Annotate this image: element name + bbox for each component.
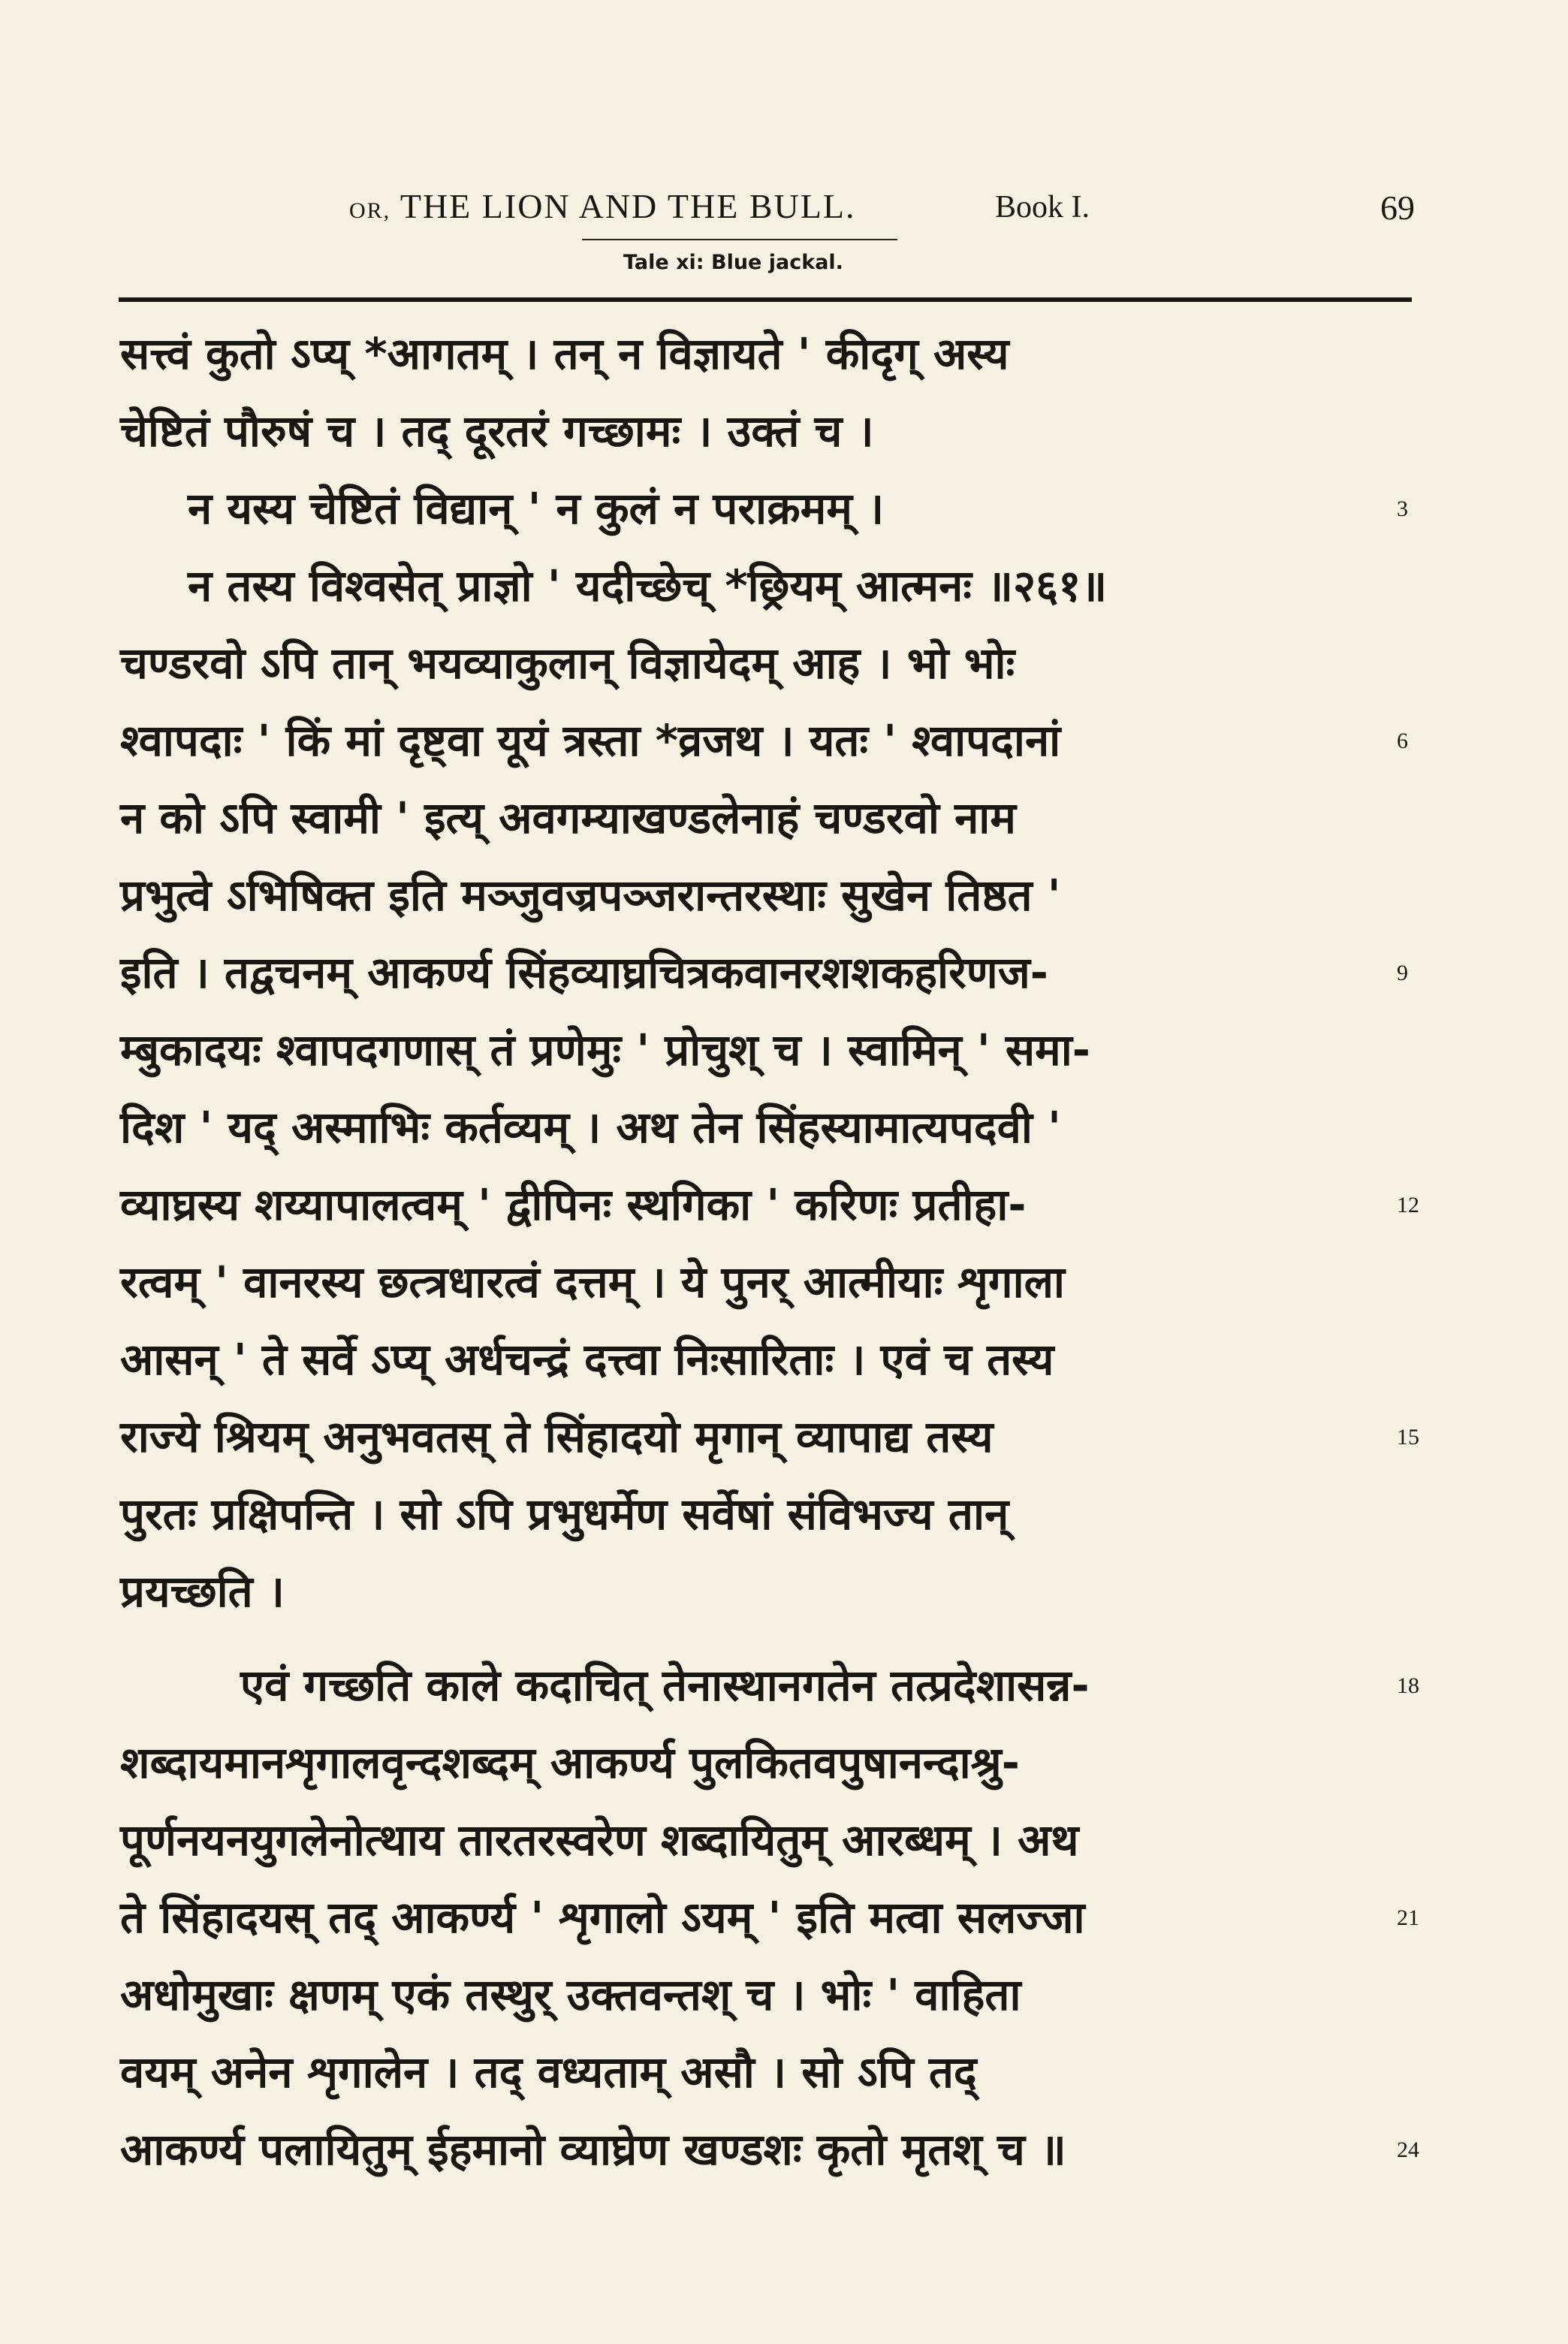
running-header [120, 186, 1442, 231]
text-line [120, 857, 1412, 934]
text-line [120, 1244, 1412, 1321]
header-or: OR, [349, 198, 391, 223]
text-line [120, 1166, 1419, 1244]
line-number: 21 [1397, 1905, 1419, 1930]
text-line-content: ते सिंहादयस् तद् आकर्ण्य ' शृगालो ऽयम् ' इति मत्वा सलज्जा [120, 1892, 1085, 1943]
text-line-content: आकर्ण्य पलायितुम् ईहमानो व्याघ्रेण खण्डशः कृतो मृतश् च ॥ [120, 2124, 1066, 2175]
text-line [120, 1476, 1412, 1553]
text-line-content: प्रयच्छति । [120, 1566, 285, 1617]
text-line-content: राज्ये श्रियम् अनुभवतस् ते सिंहादयो मृगान् व्यापाद्य तस्य [120, 1411, 994, 1462]
text-line-content: श्वापदाः ' किं मां दृष्ट्वा यूयं त्रस्ता *व्रजथ । यतः ' श्वापदानां [120, 715, 1061, 766]
text-line-content: अधोमुखाः क्षणम् एकं तस्थुर् उक्तवन्तश् च । भोः ' वाहिता [120, 1969, 1021, 2020]
text-line [120, 393, 1412, 470]
text-line [120, 625, 1412, 702]
text-line-content: शब्दायमानशृगालवृन्दशब्दम् आकर्ण्य पुलकितवपुषानन्दाश्रु- [120, 1737, 1020, 1788]
text-line [120, 1321, 1412, 1398]
text-line [120, 1647, 1419, 1724]
text-line [120, 1089, 1412, 1166]
text-line [120, 1553, 1412, 1631]
subheader-rule [582, 239, 897, 240]
text-line-content: न तस्य विश्वसेत् प्राज्ञो ' यदीच्छेच् *छ्रियम् आत्मनः ॥२६१॥ [188, 560, 1108, 611]
text-line [120, 1724, 1412, 1802]
line-number: 6 [1397, 729, 1408, 753]
text-line [120, 1012, 1412, 1089]
text-line [120, 2034, 1412, 2111]
text-line-content: सत्त्वं कुतो ऽप्य् *आगतम् । तन् न विज्ञायते ' कीदृग् अस्य [120, 328, 1009, 379]
text-line-content: चण्डरवो ऽपि तान् भयव्याकुलान् विज्ञायेदम् आह । भो भोः [120, 638, 1015, 689]
text-line-content: पुरतः प्रक्षिपन्ति । सो ऽपि प्रभुधर्मेण सर्वेषां संविभज्य तान् [120, 1489, 1009, 1540]
page-number: 69 [1380, 189, 1415, 227]
text-line-content: पूर्णनयनयुगलेनोत्थाय तारतरस्वरेण शब्दायितुम् आरब्धम् । अथ [120, 1815, 1079, 1866]
text-line [120, 1879, 1419, 1956]
text-line-content: रत्वम् ' वानरस्य छत्त्रधारत्वं दत्तम् । ये पुनर् आत्मीयाः शृगाला [120, 1256, 1065, 1308]
header-title-text: THE LION AND THE BULL. [400, 187, 856, 225]
text-line-content: चेष्टितं पौरुषं च । तद् दूरतरं गच्छामः । उक्तं च । [120, 406, 874, 457]
line-number: 18 [1397, 1673, 1419, 1698]
text-line [120, 1398, 1419, 1476]
text-line [120, 1956, 1412, 2034]
text-line [120, 548, 1412, 625]
text-line-content: एवं गच्छति काले कदाचित् तेनास्थानगतेन तत्प्रदेशासन्न- [240, 1660, 1090, 1711]
text-line-content: इति । तद्वचनम् आकर्ण्य सिंहव्याघ्रचित्रकवानरशशकहरिणज- [120, 947, 1048, 998]
line-number: 3 [1397, 496, 1408, 521]
line-number: 12 [1397, 1193, 1419, 1217]
header-book: Book I. [995, 190, 1090, 225]
text-line-content: वयम् अनेन शृगालेन । तद् वध्यताम् असौ । सो ऽपि तद् [120, 2047, 977, 2098]
line-number: 15 [1397, 1425, 1419, 1450]
text-line [120, 934, 1412, 1012]
text-line-content: आसन् ' ते सर्वे ऽप्य् अर्धचन्द्रं दत्त्वा निःसारिताः । एवं च तस्य [120, 1334, 1054, 1385]
body-text [120, 315, 1419, 2189]
text-line [120, 470, 1412, 548]
text-line [120, 1802, 1412, 1879]
text-line [120, 2111, 1419, 2189]
text-line-content: न को ऽपि स्वामी ' इत्य् अवगम्याखण्डलेनाहं चण्डरवो नाम [120, 792, 1016, 843]
text-line-content: म्बुकादयः श्वापदगणास् तं प्रणेमुः ' प्रोचुश् च । स्वामिन् ' समा- [120, 1024, 1090, 1075]
text-line [120, 780, 1412, 857]
text-line-content: दिश ' यद् अस्माभिः कर्तव्यम् । अथ तेन सिंहस्यामात्यपदवी ' [120, 1102, 1061, 1153]
subheader: Tale xi: Blue jackal. [623, 251, 843, 274]
text-line-content: न यस्य चेष्टितं विद्यान् ' न कुलं न पराक्रमम् । [188, 483, 885, 534]
text-line [120, 702, 1412, 780]
text-line [120, 315, 1412, 393]
header-title [349, 186, 855, 226]
header-rule [119, 297, 1412, 302]
text-line-content: प्रभुत्वे ऽभिषिक्त इति मञ्जुवज्रपञ्जरान्तरस्थाः सुखेन तिष्ठत ' [120, 870, 1061, 921]
line-number: 9 [1397, 961, 1408, 985]
text-line-content: व्याघ्रस्य शय्यापालत्वम् ' द्वीपिनः स्थगिका ' करिणः प्रतीहा- [120, 1179, 1027, 1230]
line-number: 24 [1397, 2137, 1419, 2162]
